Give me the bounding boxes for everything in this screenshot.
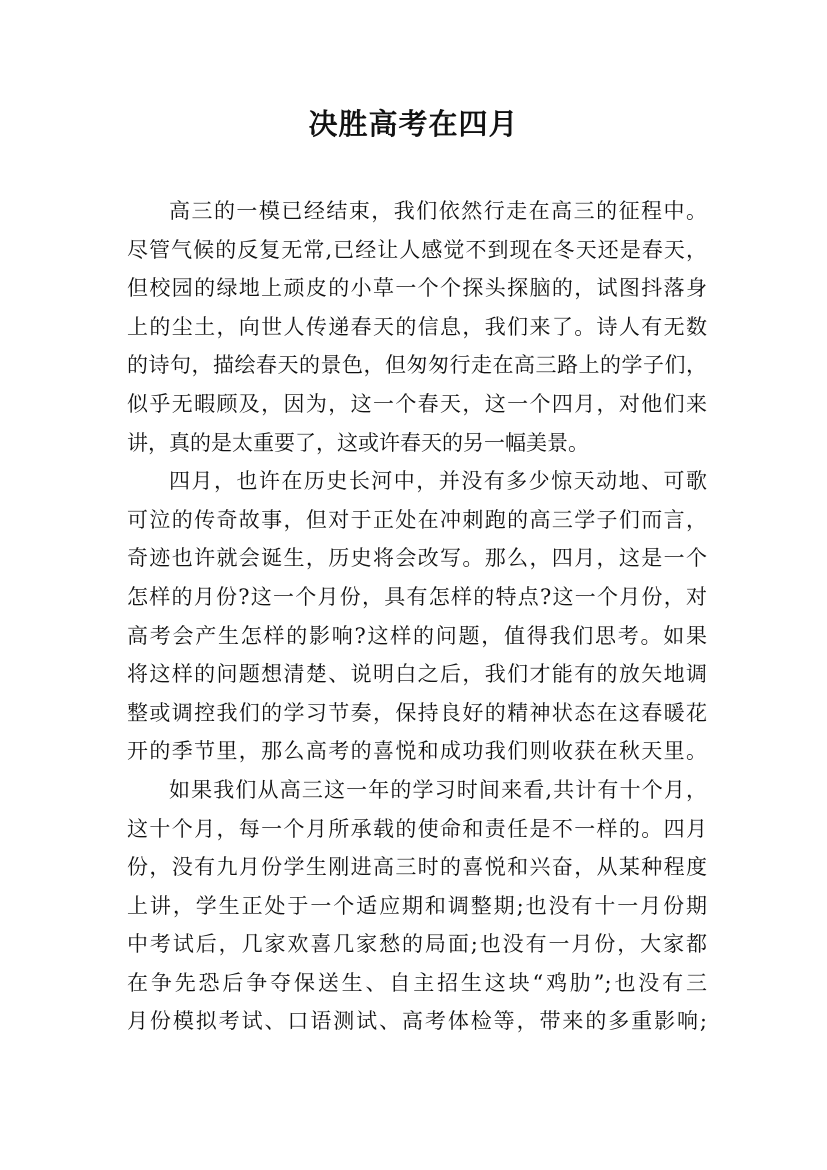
text-line: 上讲，学生正处于一个适应期和调整期;也没有十一月份期: [127, 893, 707, 918]
text-line: 但校园的绿地上顽皮的小草一个个探头探脑的，试图抖落身: [127, 276, 707, 301]
text-line: 这十个月，每一个月所承载的使命和责任是不一样的。四月: [127, 816, 707, 841]
text-line: 高三的一模已经结束，我们依然行走在高三的征程中。: [169, 199, 707, 223]
text-line: 中考试后，几家欢喜几家愁的局面;也没有一月份，大家都: [127, 932, 707, 957]
text-line: 讲，真的是太重要了，这或许春天的另一幅美景。: [127, 430, 589, 455]
text-line: 在争先恐后争夺保送生、自主招生这块“鸡肋”;也没有三: [127, 970, 707, 995]
text-line: 高考会产生怎样的影响?这样的问题，值得我们思考。如果: [127, 623, 707, 648]
text-line: 整或调控我们的学习节奏，保持良好的精神状态在这春暖花: [127, 700, 707, 725]
text-line: 份，没有九月份学生刚进高三时的喜悦和兴奋，从某种程度: [127, 855, 707, 880]
text-line: 四月，也许在历史长河中，并没有多少惊天动地、可歌: [169, 469, 707, 494]
text-line: 如果我们从高三这一年的学习时间来看,共计有十个月，: [169, 777, 707, 802]
text-line: 月份模拟考试、口语测试、高考体检等，带来的多重影响;: [127, 1009, 707, 1034]
text-line: 可泣的传奇故事，但对于正处在冲刺跑的高三学子们而言，: [127, 507, 707, 532]
document-body: [127, 192, 707, 1041]
text-line: 似乎无暇顾及，因为，这一个春天，这一个四月，对他们来: [127, 391, 707, 416]
text-line: 将这样的问题想清楚、说明白之后，我们才能有的放矢地调: [127, 662, 707, 687]
text-line: 上的尘土，向世人传递春天的信息，我们来了。诗人有无数: [127, 314, 707, 339]
text-line: 奇迹也许就会诞生，历史将会改写。那么，四月，这是一个: [127, 546, 707, 571]
text-line: 怎样的月份?这一个月份，具有怎样的特点?这一个月份，对: [127, 584, 707, 609]
document-title: 决胜高考在四月: [308, 107, 519, 141]
text-line: 的诗句，描绘春天的景色，但匆匆行走在高三路上的学子们，: [127, 353, 707, 378]
text-line: 开的季节里，那么高考的喜悦和成功我们则收获在秋天里。: [127, 739, 707, 764]
text-line: 尽管气候的反复无常,已经让人感觉不到现在冬天还是春天，: [127, 237, 707, 262]
